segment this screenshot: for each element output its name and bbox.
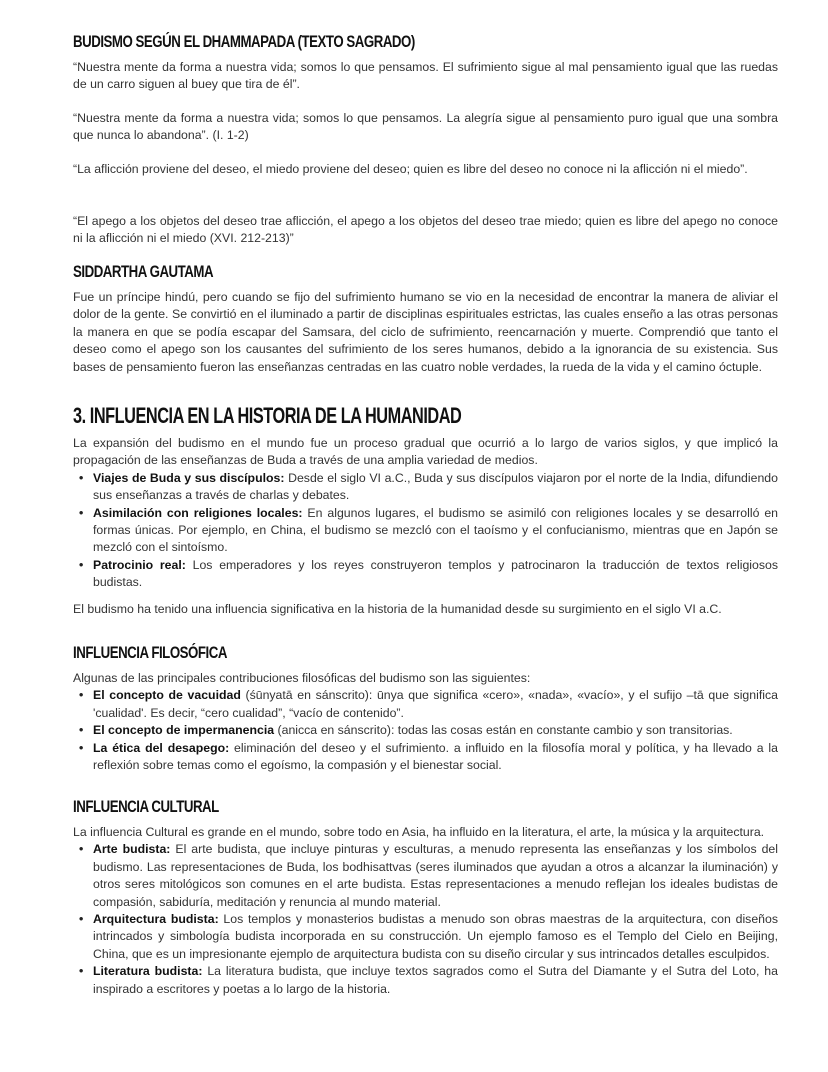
paragraph: El budismo ha tenido una influencia significativa en la historia de la humanidad desde su surgimiento en el siglo VI a.C. [73, 601, 722, 616]
term: Viajes de Buda y sus discípulos: [93, 470, 285, 485]
quote: “Nuestra mente da forma a nuestra vida; somos lo que pensamos. El sufrimiento sigue al mal pensamiento igual que las ruedas de un carro siguen al buey que tira de él”. [73, 60, 778, 92]
list-item [93, 740, 778, 775]
term: La ética del desapego: [93, 740, 230, 755]
quote-block [73, 110, 778, 145]
list-item [93, 911, 778, 963]
quote: “El apego a los objetos del deseo trae aflicción, el apego a los objetos del deseo trae miedo; quien es libre del apego no conoce ni la aflicción ni el miedo (XVI. 212-213)” [73, 214, 778, 246]
list-item [93, 841, 778, 911]
bullet-list [73, 470, 778, 592]
term: El concepto de vacuidad [93, 688, 241, 703]
term: Literatura budista: [93, 964, 203, 979]
section-filosofica [73, 643, 778, 774]
term: Arquitectura budista: [93, 912, 219, 927]
bullet-list [73, 687, 778, 774]
item-text: (śūnyatā en sánscrito): ūnya que significa «cero», «nada», «vacío», y el sufijo –tā que significa 'cualidad'. Es decir, “cero cualidad”, “vacío de contenido”. [93, 688, 778, 720]
list-item [93, 963, 778, 998]
paragraph: La influencia Cultural es grande en el mundo, sobre todo en Asia, ha influido en la literatura, el arte, la música y la arquitectura. [73, 825, 765, 839]
section-heading: SIDDARTHA GAUTAMA [73, 262, 214, 281]
term: Asimilación con religiones locales: [93, 505, 303, 520]
list-item [93, 470, 778, 505]
quote-block [73, 59, 778, 94]
term: Patrocinio real: [93, 557, 186, 572]
list-item [93, 557, 778, 592]
section-heading: INFLUENCIA CULTURAL [73, 797, 219, 816]
item-text: La literatura budista, que incluye textos sagrados como el Sutra del Diamante y el Sutra del Loto, ha inspirado a escritores y poetas a lo largo de la historia. [93, 964, 778, 996]
item-text: Desde el siglo VI a.C., Buda y sus discípulos viajaron por el norte de la India, difundiendo sus enseñanzas a través de charlas y debates. [93, 470, 778, 503]
item-text: El arte budista, que incluye pinturas y esculturas, a menudo representa las enseñanzas y los símbolos del budismo. Las representaciones de Buda, los bodhisattvas (seres iluminados que ayudan a otros a alcanzar la iluminación) y otros seres mitológicos son comunes en el arte budista. Estas representaciones a menudo reflejan los ideales budistas de compasión, sabiduría, meditación y renuncia al mundo material. [93, 842, 778, 909]
section-dhammapada [73, 32, 778, 52]
item-text: En algunos lugares, el budismo se asimiló con religiones locales y se desarrolló en formas únicas. Por ejemplo, en China, el budismo se mezcló con el taoísmo y el confucianismo, mientras que en Japón se mezcló con el sintoísmo. [93, 505, 779, 555]
paragraph: Fue un príncipe hindú, pero cuando se fijo del sufrimiento humano se vio en la necesidad de encontrar la manera de aliviar el dolor de la gente. Se convirtió en el iluminado a partir de disciplinas espirituales estrictas, las cuales enseño a las otras personas la manera en que se podía escapar del Samsara, del ciclo de sufrimiento, reencarnación y muerte. Comprendió que tanto el deseo como el apego son los causantes del sufrimiento de los seres humanos, debido a la ignorancia de su existencia. Sus bases de pensamiento fueron las enseñanzas centradas en las cuatro noble verdades, la rueda de la vida y el camino óctuple. [73, 290, 778, 374]
quote: “Nuestra mente da forma a nuestra vida; somos lo que pensamos. La alegría sigue al pensamiento puro igual que una sombra que nunca lo abandona”. (I. 1-2) [73, 111, 778, 143]
term: Arte budista: [93, 842, 171, 857]
paragraph: Algunas de las principales contribuciones filosóficas del budismo son las siguientes: [73, 671, 531, 685]
list-item [93, 722, 778, 739]
item-text: (anicca en sánscrito): todas las cosas están en constante cambio y son transitorias. [274, 723, 733, 738]
quote-block [73, 213, 778, 248]
bullet-list [73, 841, 778, 998]
section-historia [73, 403, 778, 618]
item-text: eliminación del deseo y el sufrimiento. a influido en la filosofía moral y política, y ha llevado a la reflexión sobre temas como el egoísmo, la compasión y el bienestar social. [93, 740, 778, 773]
item-text: Los templos y monasterios budistas a menudo son obras maestras de la arquitectura, con diseños intrincados y simbología budista incorporada en su construcción. Un ejemplo famoso es el Templo del Cielo en Beijing, China, que es un impresionante ejemplo de arquitectura budista con su diseño circular y sus intrincados detalles esculpidos. [93, 912, 778, 961]
section-heading: INFLUENCIA FILOSÓFICA [73, 643, 227, 662]
item-text: Los emperadores y los reyes construyeron templos y patrocinaron la traducción de textos religiosos budistas. [93, 557, 778, 590]
term: El concepto de impermanencia [93, 723, 275, 738]
list-item [93, 687, 778, 722]
list-item [93, 505, 778, 557]
quote-block [73, 161, 778, 178]
chapter-heading: 3. INFLUENCIA EN LA HISTORIA DE LA HUMANIDAD [73, 403, 462, 428]
section-cultural [73, 797, 778, 998]
paragraph: La expansión del budismo en el mundo fue un proceso gradual que ocurrió a lo largo de varios siglos, y que implicó la propagación de las enseñanzas de Buda a través de una amplia variedad de medios. [73, 436, 778, 468]
quote: “La aflicción proviene del deseo, el miedo proviene del deseo; quien es libre del deseo no conoce ni la aflicción ni el miedo”. [73, 162, 748, 176]
section-heading: BUDISMO SEGÚN EL DHAMMAPADA (TEXTO SAGRADO) [73, 32, 415, 51]
section-siddartha [73, 262, 778, 376]
